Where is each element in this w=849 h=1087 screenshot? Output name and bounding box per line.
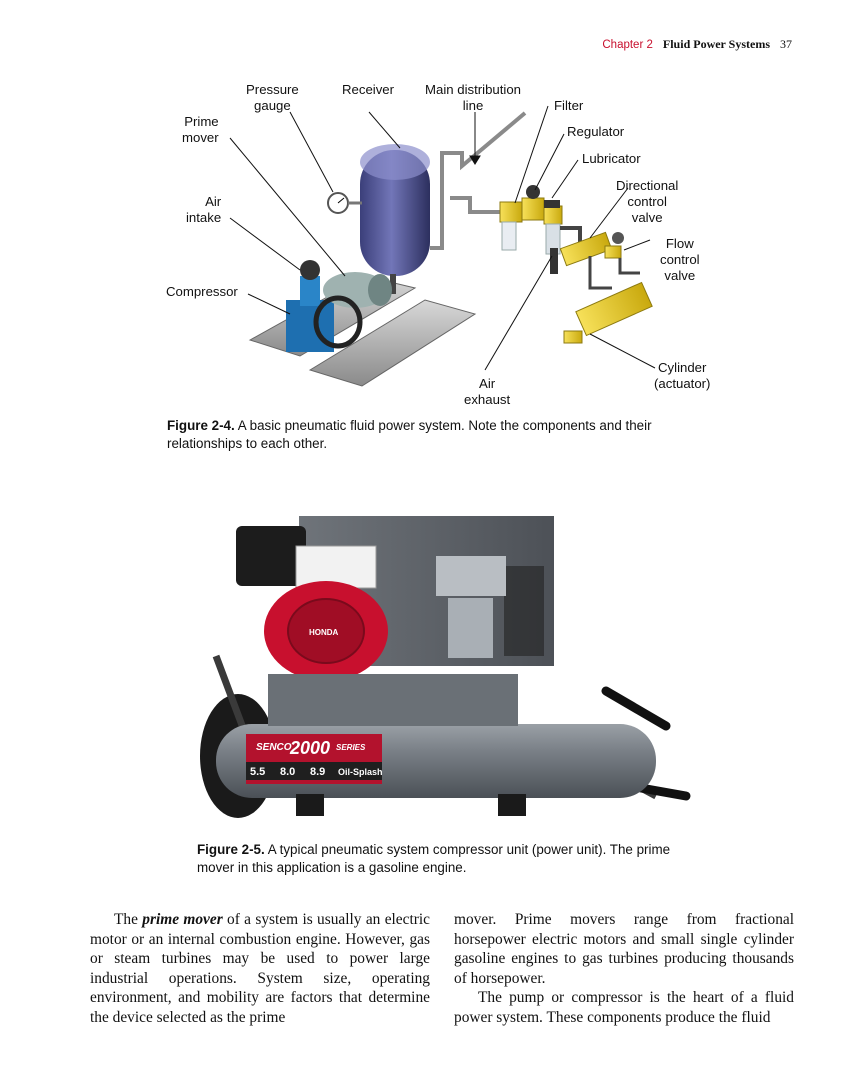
decal-spec-4: Oil-Splash [338,767,383,777]
flow-control-shape [605,246,621,258]
decal-spec-2: 8.0 [280,766,296,778]
label-pressure-gauge: Pressure gauge [246,82,299,113]
figure-2-4-caption [167,417,712,453]
label-filter: Filter [554,98,584,113]
body-column-left [90,910,430,1028]
figure-2-4-caption-label: Figure 2-4. [167,418,235,433]
paragraph-continued: mover. Prime movers range from fractional horsepower electric motors and small single cylinder gasoline engines to gas turbines producing thousands of horsepower. [454,911,794,987]
filter-shape [500,202,522,222]
paragraph-prime-mover: The prime mover of a system is usually an electric motor or an internal combustion engine. However, gas or steam turbines may be used to power large industrial operations. System size, operating environment, and mobility are factors that determine the device selected as the prime [90,911,430,1026]
decal-spec-3: 8.9 [310,766,326,778]
compressor-unit-illustration [186,506,696,834]
decal-spec-1: 5.5 [250,766,266,778]
directional-valve-shape [560,232,611,265]
label-directional-control-valve: Directional control valve [616,178,679,225]
label-cylinder: Cylinder (actuator) [654,360,711,391]
engine-brand: HONDA [309,628,339,637]
pump-head [436,556,506,596]
figure-2-5-caption-label: Figure 2-5. [197,842,265,857]
figure-2-4-diagram [150,78,750,413]
decal-series-word: SERIES [336,743,366,752]
body-column-right [454,910,794,1028]
figure-2-4-caption-text: A basic pneumatic fluid power system. Note the components and their relationships to each other. [167,418,652,451]
chapter-title: Fluid Power Systems [662,37,770,51]
cylinder-shape [576,282,652,335]
regulator-shape [522,198,544,220]
label-air-intake: Air intake [186,194,222,225]
decal-brand: SENCO [256,742,292,753]
page-number: 37 [780,37,792,51]
label-flow-control-valve: Flow control valve [660,236,700,283]
label-main-distribution-line: Main distribution line [425,82,522,113]
figure-2-5-caption [197,841,697,877]
figure-2-5-caption-text: A typical pneumatic system compressor unit (power unit). The prime mover in this application is a gasoline engine. [197,842,671,875]
foot-right [498,794,526,816]
label-prime-mover: Prime mover [182,114,219,145]
frame-box [268,674,518,726]
label-lubricator: Lubricator [582,151,641,166]
decal-series: 2000 [290,738,331,758]
chapter-label: Chapter 2 [602,39,653,51]
figure-2-5-photo [186,506,696,834]
label-compressor: Compressor [166,284,238,299]
lubricator-shape [544,206,562,224]
label-air-exhaust: Air exhaust [464,376,511,407]
term-prime-mover: prime mover [142,911,223,928]
label-regulator: Regulator [567,124,625,139]
paragraph-pump-compressor: The pump or compressor is the heart of a fluid power system. These components produce the fluid [454,989,794,1026]
label-receiver: Receiver [342,82,395,97]
foot-left [296,794,324,816]
running-header [602,37,792,52]
